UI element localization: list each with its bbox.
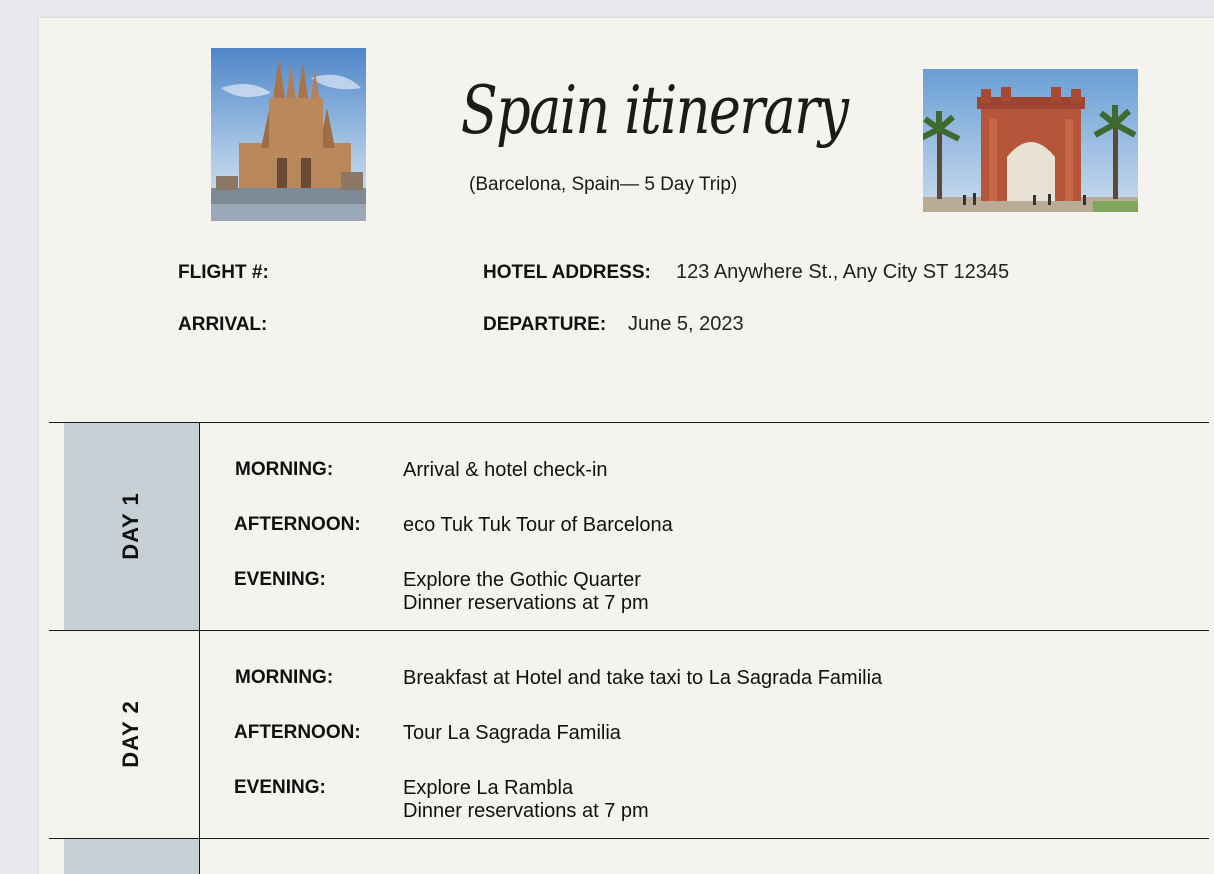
day-2-evening-label: EVENING: [234,777,326,798]
page-subtitle: (Barcelona, Spain— 5 Day Trip) [469,174,738,195]
arc-de-triomf-photo [923,69,1138,212]
departure-label: DEPARTURE: [483,314,607,335]
itinerary-page [39,18,1214,874]
day-1-morning-label: MORNING: [235,459,334,480]
day-1-evening-text: Explore the Gothic Quarter Dinner reservations at 7 pm [403,569,649,614]
day-1-afternoon-text: eco Tuk Tuk Tour of Barcelona [403,514,673,536]
day-1-afternoon-label: AFTERNOON: [234,514,361,535]
flight-label: FLIGHT #: [178,262,269,283]
day-2-afternoon-label: AFTERNOON: [234,722,361,743]
day-1-label: DAY 1 [118,492,143,560]
day-2-morning-label: MORNING: [235,667,334,688]
day-1-divider [49,630,1209,631]
day-2-evening-text: Explore La Rambla Dinner reservations at 7 pm [403,777,649,822]
page-title: Spain itinerary [460,72,848,149]
day-2-label: DAY 2 [118,700,143,768]
day-2-morning-text: Breakfast at Hotel and take taxi to La Sagrada Familia [403,667,883,689]
table-top-rule [49,422,1209,423]
day-2-afternoon-text: Tour La Sagrada Familia [403,722,621,744]
day-3-band [64,839,199,874]
column-divider [199,422,200,874]
arrival-label: ARRIVAL: [178,314,268,335]
sagrada-familia-photo [211,48,366,221]
hotel-address-value: 123 Anywhere St., Any City ST 12345 [676,261,1010,283]
hotel-address-label: HOTEL ADDRESS: [483,262,651,283]
day-1-morning-text: Arrival & hotel check-in [403,459,608,481]
departure-value: June 5, 2023 [628,313,744,335]
day-1-evening-label: EVENING: [234,569,326,590]
day-2-divider [49,838,1209,839]
